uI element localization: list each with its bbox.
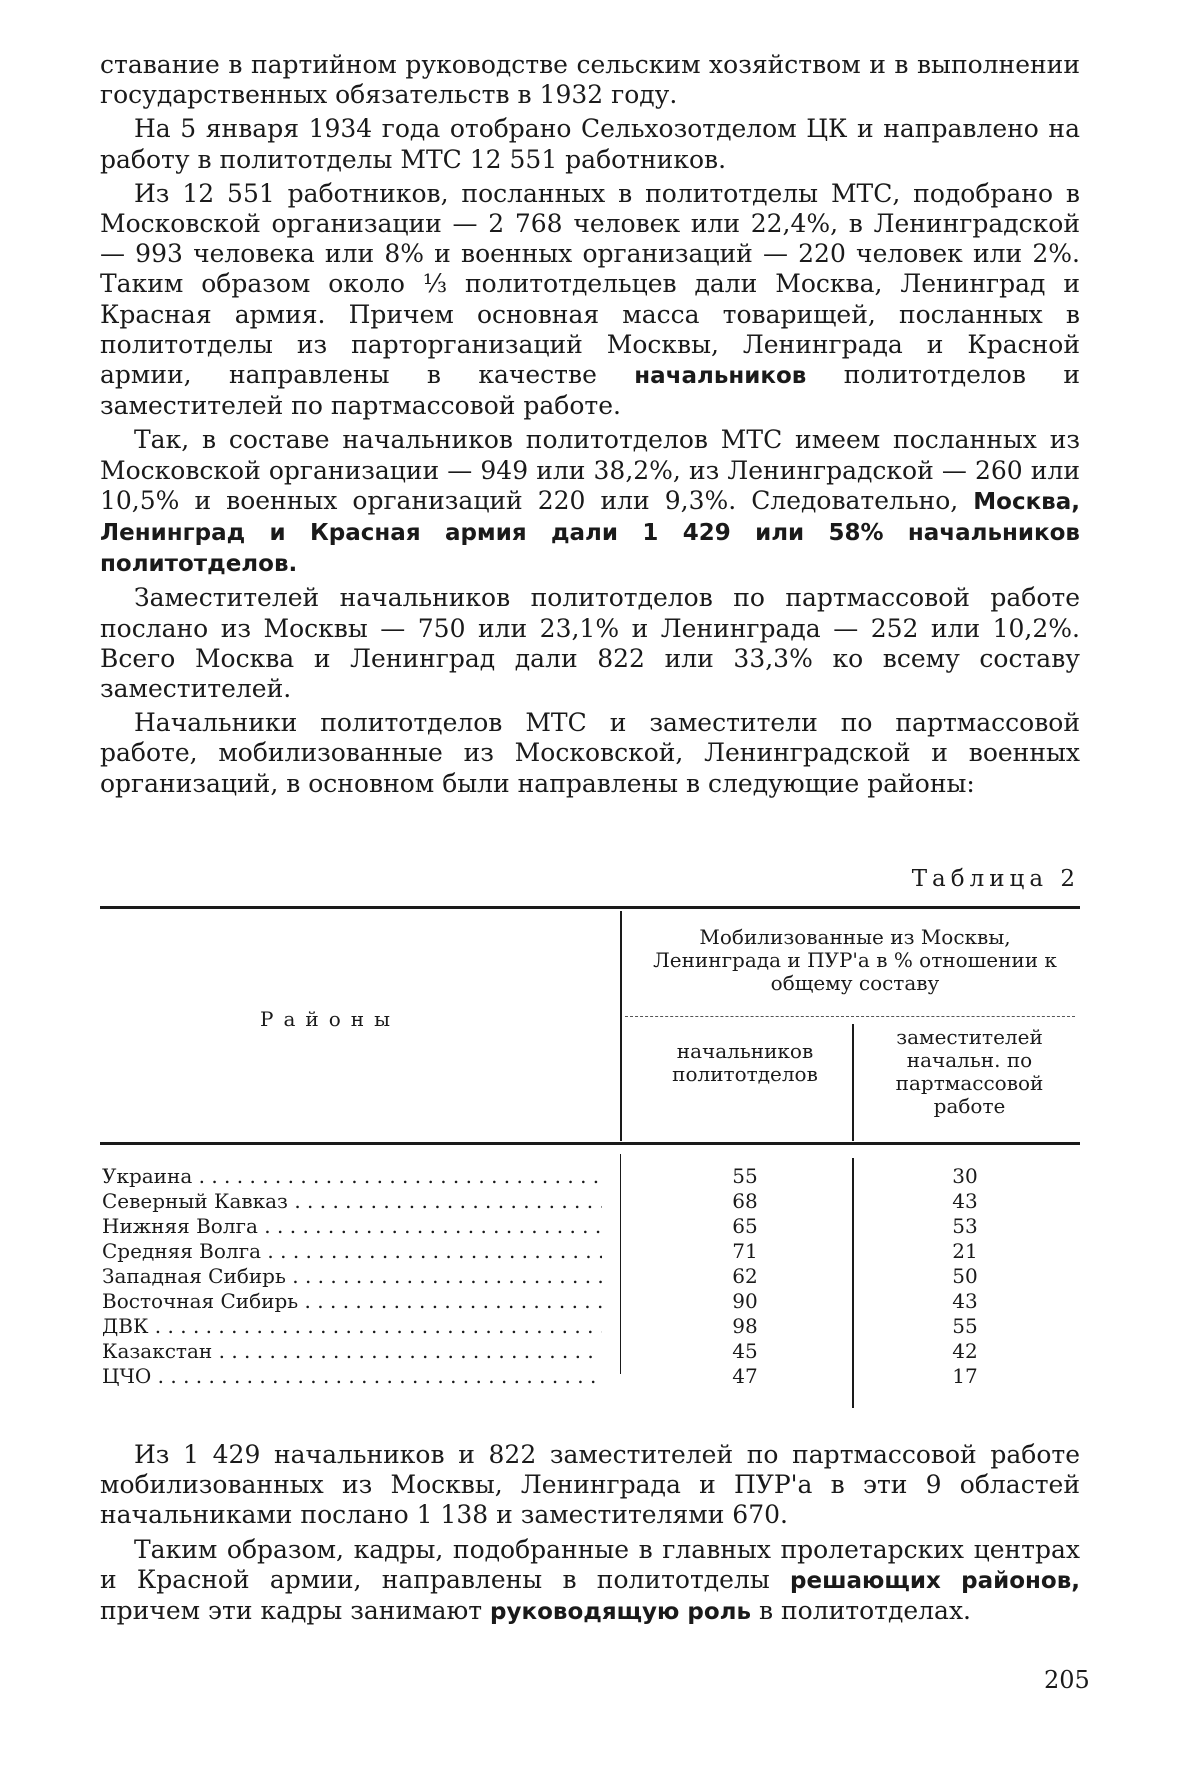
body-text-top <box>100 50 1080 799</box>
table-row <box>100 1164 1080 1189</box>
subcolumn-divider <box>852 1024 854 1141</box>
table-row <box>100 1339 1080 1364</box>
paragraph-1: ставание в партийном руководстве сельским хозяйством и в выполнении государственных обязательств в 1932 году. <box>100 50 1080 110</box>
table-top-rule <box>100 906 1080 909</box>
region-name: ЦЧО . . . <box>102 1364 602 1389</box>
paragraph-2: На 5 января 1934 года отобрано Сельхозотделом ЦК и направлено на работу в политотделы МТС 12 551 работников. <box>100 114 1080 174</box>
region-name: ДВК . . . <box>102 1314 602 1339</box>
chiefs-value: 55 <box>732 1164 758 1188</box>
region-name: Восточная Сибирь . . . <box>102 1289 602 1314</box>
deputies-value: 53 <box>952 1214 978 1238</box>
deputies-value: 55 <box>952 1314 978 1338</box>
header-dashed-rule <box>625 1016 1075 1017</box>
column-divider <box>620 911 622 1141</box>
table-caption: Таблица 2 <box>911 866 1080 892</box>
deputies-value: 43 <box>952 1289 978 1313</box>
page-number: 205 <box>1044 1666 1090 1694</box>
table-row <box>100 1289 1080 1314</box>
region-name: Нижняя Волга . . . <box>102 1214 602 1239</box>
paragraph-8: Таким образом, кадры, подобранные в главных пролетарских центрах и Красной армии, направлены в политотделы решающих районов, причем эти кадры занимают руководящую роль в политотделах. <box>100 1534 1080 1626</box>
table-body <box>100 1164 1080 1389</box>
chiefs-value: 90 <box>732 1289 758 1313</box>
chiefs-value: 98 <box>732 1314 758 1338</box>
group-header: Мобилизованные из Москвы, Ленинграда и ПУР'а в % отношении к общему составу <box>653 925 1057 995</box>
region-name: Украина . . . <box>102 1164 602 1189</box>
deputies-value: 43 <box>952 1189 978 1213</box>
table-row <box>100 1364 1080 1389</box>
chiefs-value: 45 <box>732 1339 758 1363</box>
deputies-value: 21 <box>952 1239 978 1263</box>
chiefs-value: 65 <box>732 1214 758 1238</box>
region-name: Северный Кавказ . . . <box>102 1189 602 1214</box>
chiefs-value: 47 <box>732 1364 758 1388</box>
chiefs-value: 62 <box>732 1264 758 1288</box>
bold-phrase: руководящую роль <box>490 1599 752 1626</box>
bold-phrase: начальников <box>634 363 807 390</box>
table-row <box>100 1214 1080 1239</box>
paragraph-4: Так, в составе начальников политотделов МТС имеем посланных из Московской организации — 949 или 38,2%, из Ленинградской — 260 или 10,5% и военных организаций 220 или 9,3%. Следовательно, Москва, Ленинград и Красная армия дали 1 429 или 58% начальников политотделов. <box>100 425 1080 578</box>
region-name: Средняя Волга . . . <box>102 1239 602 1264</box>
column-header-regions: Районы <box>260 1007 400 1031</box>
header-bottom-rule <box>100 1142 1080 1145</box>
paragraph-6: Начальники политотделов МТС и заместители по партмассовой работе, мобилизованные из Московской, Ленинградской и военных организаций, в основном были направлены в следующие районы: <box>100 708 1080 798</box>
region-name: Казакстан . . . <box>102 1339 602 1364</box>
region-name: Западная Сибирь . . . <box>102 1264 602 1289</box>
paragraph-5: Заместителей начальников политотделов по партмассовой работе послано из Москвы — 750 или 23,1% и Ленинграда — 252 или 10,2%. Всего Москва и Ленинград дали 822 или 33,3% ко всему составу заместителей. <box>100 583 1080 704</box>
bold-phrase: Москва, Ленинград и Красная армия дали 1 429 или 58% начальников политотделов. <box>100 488 1080 578</box>
paragraph-7: Из 1 429 начальников и 822 заместителей по партмассовой работе мобилизованных из Москвы, Ленинграда и ПУР'а в эти 9 областей начальниками послано 1 138 и заместителями 670. <box>100 1440 1080 1530</box>
deputies-value: 50 <box>952 1264 978 1288</box>
body-text-bottom <box>100 1440 1080 1627</box>
paragraph-3: Из 12 551 работников, посланных в политотделы МТС, подобрано в Московской организации — 2 768 человек или 22,4%, в Ленинградской — 993 человека или 8% и военных организаций — 220 человек или 2%. Таким образом около ⅓ политотдельцев дали Москва, Ленинград и Красная армия. Причем основная масса товарищей, посланных в политотделы из парторганизаций Москвы, Ленинграда и Красной армии, направлены в качестве начальников политотделов и заместителей по партмассовой работе. <box>100 178 1080 421</box>
table-row <box>100 1189 1080 1214</box>
chiefs-value: 68 <box>732 1189 758 1213</box>
deputies-value: 17 <box>952 1364 978 1388</box>
table-row <box>100 1264 1080 1289</box>
deputies-value: 30 <box>952 1164 978 1188</box>
bold-phrase: решающих районов, <box>790 1567 1080 1594</box>
deputies-value: 42 <box>952 1339 978 1363</box>
column-header-chiefs: начальников политотделов <box>672 1039 818 1086</box>
regions-table <box>100 906 1080 1406</box>
chiefs-value: 71 <box>732 1239 758 1263</box>
column-header-deputies: заместителей начальн. по партмассовой работе <box>895 1025 1044 1118</box>
table-row <box>100 1239 1080 1264</box>
table-row <box>100 1314 1080 1339</box>
